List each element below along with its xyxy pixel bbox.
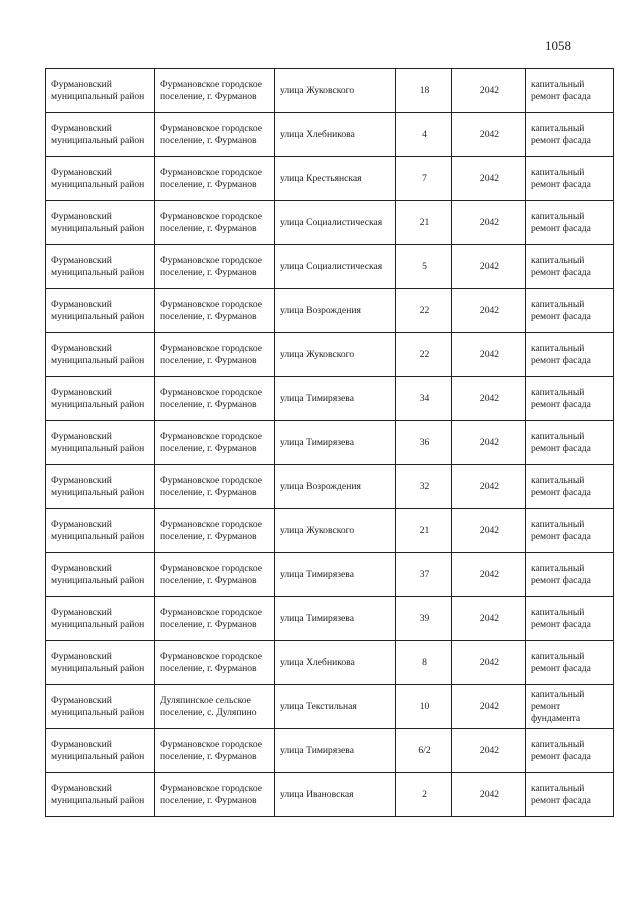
- district-cell: Фурмановский муниципальный район: [46, 157, 155, 201]
- table-row: [46, 113, 614, 157]
- street-cell: улица Ивановская: [275, 773, 396, 817]
- settlement-cell: Фурмановское городское поселение, г. Фурманов: [155, 69, 275, 113]
- work-type-cell: капитальный ремонт фасада: [526, 509, 614, 553]
- year-cell: 2042: [452, 465, 526, 509]
- settlement-cell: Фурмановское городское поселение, г. Фурманов: [155, 377, 275, 421]
- street-cell: улица Тимирязева: [275, 421, 396, 465]
- house-number-cell: 6/2: [396, 729, 452, 773]
- house-number-cell: 4: [396, 113, 452, 157]
- table-row: [46, 597, 614, 641]
- year-cell: 2042: [452, 641, 526, 685]
- house-number-cell: 5: [396, 245, 452, 289]
- district-cell: Фурмановский муниципальный район: [46, 729, 155, 773]
- district-cell: Фурмановский муниципальный район: [46, 113, 155, 157]
- street-cell: улица Тимирязева: [275, 597, 396, 641]
- house-number-cell: 21: [396, 509, 452, 553]
- settlement-cell: Фурмановское городское поселение, г. Фурманов: [155, 729, 275, 773]
- year-cell: 2042: [452, 729, 526, 773]
- work-type-cell: капитальный ремонт фасада: [526, 773, 614, 817]
- house-number-cell: 8: [396, 641, 452, 685]
- year-cell: 2042: [452, 597, 526, 641]
- work-type-cell: капитальный ремонт фасада: [526, 597, 614, 641]
- district-cell: Фурмановский муниципальный район: [46, 553, 155, 597]
- district-cell: Фурмановский муниципальный район: [46, 685, 155, 729]
- settlement-cell: Фурмановское городское поселение, г. Фурманов: [155, 509, 275, 553]
- work-type-cell: капитальный ремонт фасада: [526, 421, 614, 465]
- settlement-cell: Фурмановское городское поселение, г. Фурманов: [155, 113, 275, 157]
- work-type-cell: капитальный ремонт фасада: [526, 729, 614, 773]
- settlement-cell: Фурмановское городское поселение, г. Фурманов: [155, 157, 275, 201]
- district-cell: Фурмановский муниципальный район: [46, 641, 155, 685]
- work-type-cell: капитальный ремонт фасада: [526, 157, 614, 201]
- street-cell: улица Крестьянская: [275, 157, 396, 201]
- table-row: [46, 69, 614, 113]
- table-row: [46, 729, 614, 773]
- year-cell: 2042: [452, 685, 526, 729]
- work-type-cell: капитальный ремонт фасада: [526, 289, 614, 333]
- district-cell: Фурмановский муниципальный район: [46, 509, 155, 553]
- work-type-cell: капитальный ремонт фасада: [526, 113, 614, 157]
- table-row: [46, 465, 614, 509]
- work-type-cell: капитальный ремонт фасада: [526, 553, 614, 597]
- street-cell: улица Хлебникова: [275, 641, 396, 685]
- table-row: [46, 685, 614, 729]
- district-cell: Фурмановский муниципальный район: [46, 773, 155, 817]
- table-row: [46, 289, 614, 333]
- street-cell: улица Социалистическая: [275, 201, 396, 245]
- work-type-cell: капитальный ремонт фасада: [526, 465, 614, 509]
- district-cell: Фурмановский муниципальный район: [46, 245, 155, 289]
- work-type-cell: капитальный ремонт фасада: [526, 641, 614, 685]
- year-cell: 2042: [452, 289, 526, 333]
- house-number-cell: 18: [396, 69, 452, 113]
- district-cell: Фурмановский муниципальный район: [46, 289, 155, 333]
- year-cell: 2042: [452, 245, 526, 289]
- table-row: [46, 421, 614, 465]
- district-cell: Фурмановский муниципальный район: [46, 377, 155, 421]
- district-cell: Фурмановский муниципальный район: [46, 597, 155, 641]
- work-type-cell: капитальный ремонт фасада: [526, 245, 614, 289]
- street-cell: улица Жуковского: [275, 69, 396, 113]
- street-cell: улица Жуковского: [275, 333, 396, 377]
- house-number-cell: 22: [396, 333, 452, 377]
- district-cell: Фурмановский муниципальный район: [46, 421, 155, 465]
- district-cell: Фурмановский муниципальный район: [46, 201, 155, 245]
- work-type-cell: капитальный ремонт фасада: [526, 201, 614, 245]
- settlement-cell: Фурмановское городское поселение, г. Фурманов: [155, 773, 275, 817]
- house-number-cell: 34: [396, 377, 452, 421]
- year-cell: 2042: [452, 509, 526, 553]
- year-cell: 2042: [452, 553, 526, 597]
- settlement-cell: Фурмановское городское поселение, г. Фурманов: [155, 597, 275, 641]
- year-cell: 2042: [452, 377, 526, 421]
- table-row: [46, 509, 614, 553]
- settlement-cell: Фурмановское городское поселение, г. Фурманов: [155, 201, 275, 245]
- street-cell: улица Тимирязева: [275, 377, 396, 421]
- table-row: [46, 333, 614, 377]
- table-row: [46, 201, 614, 245]
- table-row: [46, 641, 614, 685]
- street-cell: улица Возрождения: [275, 289, 396, 333]
- street-cell: улица Текстильная: [275, 685, 396, 729]
- table-row: [46, 245, 614, 289]
- street-cell: улица Социалистическая: [275, 245, 396, 289]
- table-row: [46, 377, 614, 421]
- house-number-cell: 7: [396, 157, 452, 201]
- table-row: [46, 157, 614, 201]
- district-cell: Фурмановский муниципальный район: [46, 69, 155, 113]
- house-number-cell: 32: [396, 465, 452, 509]
- year-cell: 2042: [452, 201, 526, 245]
- page-number: 1058: [545, 38, 571, 53]
- street-cell: улица Возрождения: [275, 465, 396, 509]
- house-number-cell: 36: [396, 421, 452, 465]
- house-number-cell: 39: [396, 597, 452, 641]
- work-type-cell: капитальный ремонт фасада: [526, 377, 614, 421]
- repair-schedule-table: [45, 68, 614, 817]
- work-type-cell: капитальный ремонт фундамента: [526, 685, 614, 729]
- year-cell: 2042: [452, 157, 526, 201]
- year-cell: 2042: [452, 421, 526, 465]
- settlement-cell: Фурмановское городское поселение, г. Фурманов: [155, 421, 275, 465]
- work-type-cell: капитальный ремонт фасада: [526, 69, 614, 113]
- table-body: [46, 69, 614, 817]
- year-cell: 2042: [452, 333, 526, 377]
- house-number-cell: 10: [396, 685, 452, 729]
- district-cell: Фурмановский муниципальный район: [46, 333, 155, 377]
- year-cell: 2042: [452, 113, 526, 157]
- year-cell: 2042: [452, 773, 526, 817]
- street-cell: улица Жуковского: [275, 509, 396, 553]
- settlement-cell: Фурмановское городское поселение, г. Фурманов: [155, 465, 275, 509]
- table-row: [46, 553, 614, 597]
- year-cell: 2042: [452, 69, 526, 113]
- table-row: [46, 773, 614, 817]
- settlement-cell: Фурмановское городское поселение, г. Фурманов: [155, 333, 275, 377]
- district-cell: Фурмановский муниципальный район: [46, 465, 155, 509]
- settlement-cell: Дуляпинское сельское поселение, с. Дуляпино: [155, 685, 275, 729]
- settlement-cell: Фурмановское городское поселение, г. Фурманов: [155, 641, 275, 685]
- street-cell: улица Хлебникова: [275, 113, 396, 157]
- house-number-cell: 22: [396, 289, 452, 333]
- settlement-cell: Фурмановское городское поселение, г. Фурманов: [155, 245, 275, 289]
- settlement-cell: Фурмановское городское поселение, г. Фурманов: [155, 289, 275, 333]
- street-cell: улица Тимирязева: [275, 729, 396, 773]
- house-number-cell: 2: [396, 773, 452, 817]
- street-cell: улица Тимирязева: [275, 553, 396, 597]
- house-number-cell: 21: [396, 201, 452, 245]
- work-type-cell: капитальный ремонт фасада: [526, 333, 614, 377]
- settlement-cell: Фурмановское городское поселение, г. Фурманов: [155, 553, 275, 597]
- house-number-cell: 37: [396, 553, 452, 597]
